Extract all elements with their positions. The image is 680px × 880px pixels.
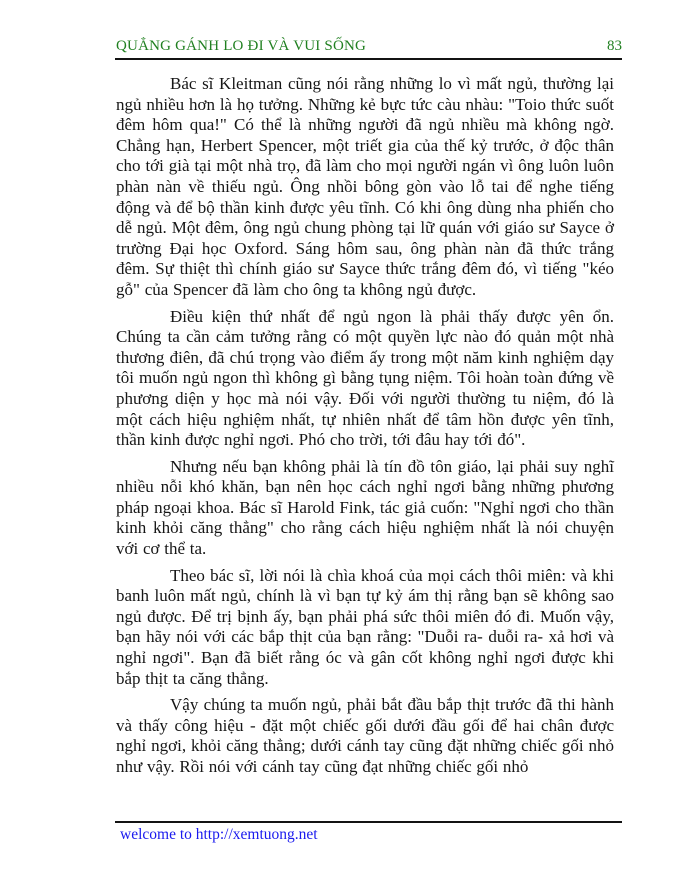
- page-number: 83: [607, 38, 622, 54]
- paragraph-1: Bác sĩ Kleitman cũng nói rằng những lo vì mất ngủ, thường lại ngủ nhiều hơn là họ tưởng. Những kẻ bực tức càu nhàu: "Toio thức suốt đêm hôm qua!" Có thể là những người đã ngủ nhiều mà không ngờ. Chẳng hạn, Herbert Spencer, một triết gia của thế kỷ trước, ở độc thân cho tới già tại một nhà trọ, đã làm cho mọi người ngán vì ông luôn luôn phàn nàn về thiếu ngủ. Ông nhồi bông gòn vào lỗ tai để nghe tiếng động và để bộ thần kinh được yêu tĩnh. Có khi ông dùng nha phiến cho dễ ngủ. Một đêm, ông ngủ chung phòng tại lữ quán với giáo sư Sayce ở trường Đại học Oxford. Sáng hôm sau, ông phàn nàn đã thức trắng đêm. Sự thiệt thì chính giáo sư Sayce thức trắng đêm đó, vì tiếng "kéo gỗ" của Spencer đã làm cho ông ta không ngủ được.: [116, 74, 614, 299]
- page-header: [116, 37, 622, 56]
- paragraph-3: Nhưng nếu bạn không phải là tín đồ tôn giáo, lại phải suy nghĩ nhiều nỗi khó khăn, bạn nên học cách nghỉ ngơi bằng những phương pháp ngoại khoa. Bác sĩ Harold Fink, tác giả cuốn: "Nghỉ ngơi cho thần kinh khỏi căng thẳng" cho rằng cách hiệu nghiệm nhất là nói chuyện với cơ thể ta.: [116, 456, 614, 559]
- paragraph-5: Vậy chúng ta muốn ngủ, phải bắt đầu bắp thịt trước đã thi hành và thấy công hiệu - đặt một chiếc gối dưới đầu gối để hai chân được nghỉ ngơi, khỏi căng thẳng; dưới cánh tay cũng đặt những chiếc gối nhỏ như vậy. Rồi nói với cánh tay cũng đạt những chiếc gối nhỏ: [116, 695, 614, 776]
- header-rule: [115, 58, 622, 60]
- footer-rule: [115, 821, 622, 823]
- running-title: QUẲNG GÁNH LO ĐI VÀ VUI SỐNG: [116, 38, 367, 54]
- paragraph-2: Điều kiện thứ nhất để ngủ ngon là phải thấy được yên ổn. Chúng ta cần cảm tưởng rằng có một quyền lực nào đó quản một nhà thương điên, đã chú trọng vào điểm ấy trong một năm kinh nghiệm dạy tôi muốn ngủ ngon thì không gì bằng tụng niệm. Tôi hoàn toàn đứng về phương diện y học mà nói vậy. Đối với người thường tu niệm, đó là một cách hiệu nghiệm nhất, tự nhiên nhất để tâm hồn được yên tĩnh, thần kinh được nghỉ ngơi. Phó cho trời, tới đâu hay tới đó".: [116, 306, 614, 450]
- body-text-block: [116, 74, 614, 784]
- footer-link[interactable]: welcome to http://xemtuong.net: [120, 826, 318, 843]
- paragraph-4: Theo bác sĩ, lời nói là chìa khoá của mọi cách thôi miên: và khi banh luôn mất ngủ, chính là vì bạn tự kỷ ám thị rằng bạn sẽ không sao ngủ được. Để trị bịnh ấy, bạn phải phá sức thôi miên đó đi. Muốn vậy, bạn hãy nói với các bắp thịt của bạn rằng: "Duỗi ra- duỗi ra- xả hơi và nghỉ ngơi". Bạn đã biết rằng óc và gân cốt không nghỉ ngơi được khi bắp thịt ta căng thẳng.: [116, 565, 614, 688]
